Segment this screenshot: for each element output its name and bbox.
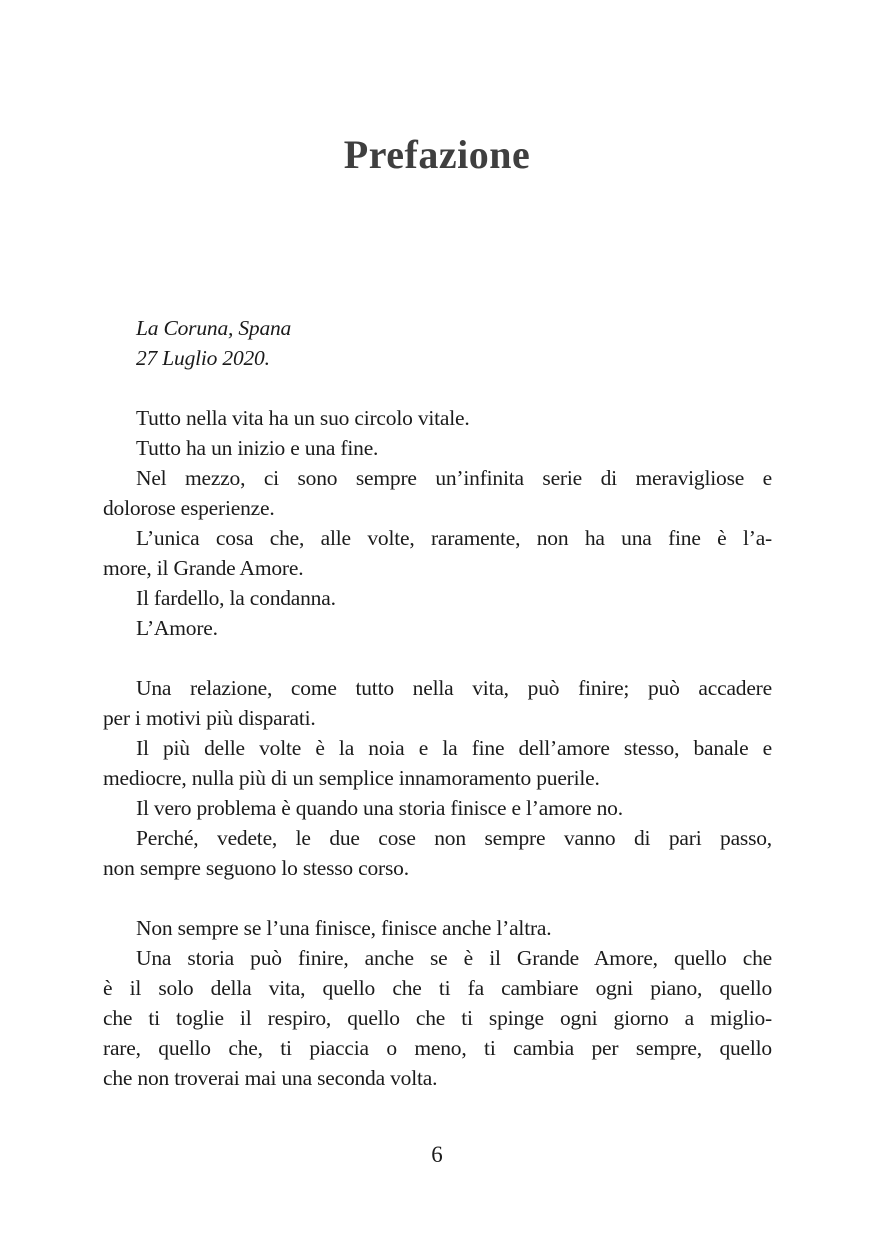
body-line: che ti toglie il respiro, quello che ti spinge ogni giorno a miglio-: [103, 1006, 772, 1030]
body-line: Il fardello, la condanna.: [136, 586, 336, 610]
paragraph: [103, 673, 772, 733]
paragraph-block: [103, 913, 772, 1093]
paragraph-block: [103, 403, 772, 643]
paragraph-block: [103, 673, 772, 883]
paragraph: [103, 613, 772, 643]
body-line: Nel mezzo, ci sono sempre un’infinita serie di meravigliose e: [136, 466, 772, 490]
paragraph: [103, 433, 772, 463]
body-line: che non troverai mai una seconda volta.: [103, 1066, 438, 1090]
page-title: Prefazione: [343, 132, 531, 177]
paragraph: [103, 463, 772, 523]
paragraph: [103, 793, 772, 823]
body-line: mediocre, nulla più di un semplice innamoramento puerile.: [103, 766, 600, 790]
body-line: Il più delle volte è la noia e la fine dell’amore stesso, banale e: [136, 736, 772, 760]
body-line: Il vero problema è quando una storia finisce e l’amore no.: [136, 796, 623, 820]
paragraph: [103, 823, 772, 883]
body-line: è il solo della vita, quello che ti fa cambiare ogni piano, quello: [103, 976, 772, 1000]
body-line: rare, quello che, ti piaccia o meno, ti cambia per sempre, quello: [103, 1036, 772, 1060]
body-line: Perché, vedete, le due cose non sempre vanno di pari passo,: [136, 826, 772, 850]
paragraph: [103, 403, 772, 433]
body-line: per i motivi più disparati.: [103, 706, 316, 730]
body-line: Tutto nella vita ha un suo circolo vitale.: [136, 406, 470, 430]
body-line: dolorose esperienze.: [103, 496, 275, 520]
paragraph: [103, 913, 772, 943]
paragraph: [103, 943, 772, 1093]
body-line: Una storia può finire, anche se è il Grande Amore, quello che: [136, 946, 772, 970]
page-number: 6: [431, 1142, 443, 1167]
body-line: non sempre seguono lo stesso corso.: [103, 856, 409, 880]
paragraph: [103, 583, 772, 613]
dateline-line: La Coruna, Spana: [136, 316, 292, 340]
body-line: L’Amore.: [136, 616, 218, 640]
body-line: more, il Grande Amore.: [103, 556, 304, 580]
body-line: Non sempre se l’una finisce, finisce anche l’altra.: [136, 916, 552, 940]
paragraph: [103, 313, 772, 373]
body-line: Una relazione, come tutto nella vita, può finire; può accadere: [136, 676, 772, 700]
body-line: L’unica cosa che, alle volte, raramente, non ha una fine è l’a-: [136, 526, 772, 550]
dateline-line: 27 Luglio 2020.: [136, 346, 270, 370]
dateline-block: [103, 313, 772, 373]
text-column: [103, 313, 772, 1093]
paragraph: [103, 523, 772, 583]
paragraph: [103, 733, 772, 793]
body-line: Tutto ha un inizio e una fine.: [136, 436, 379, 460]
